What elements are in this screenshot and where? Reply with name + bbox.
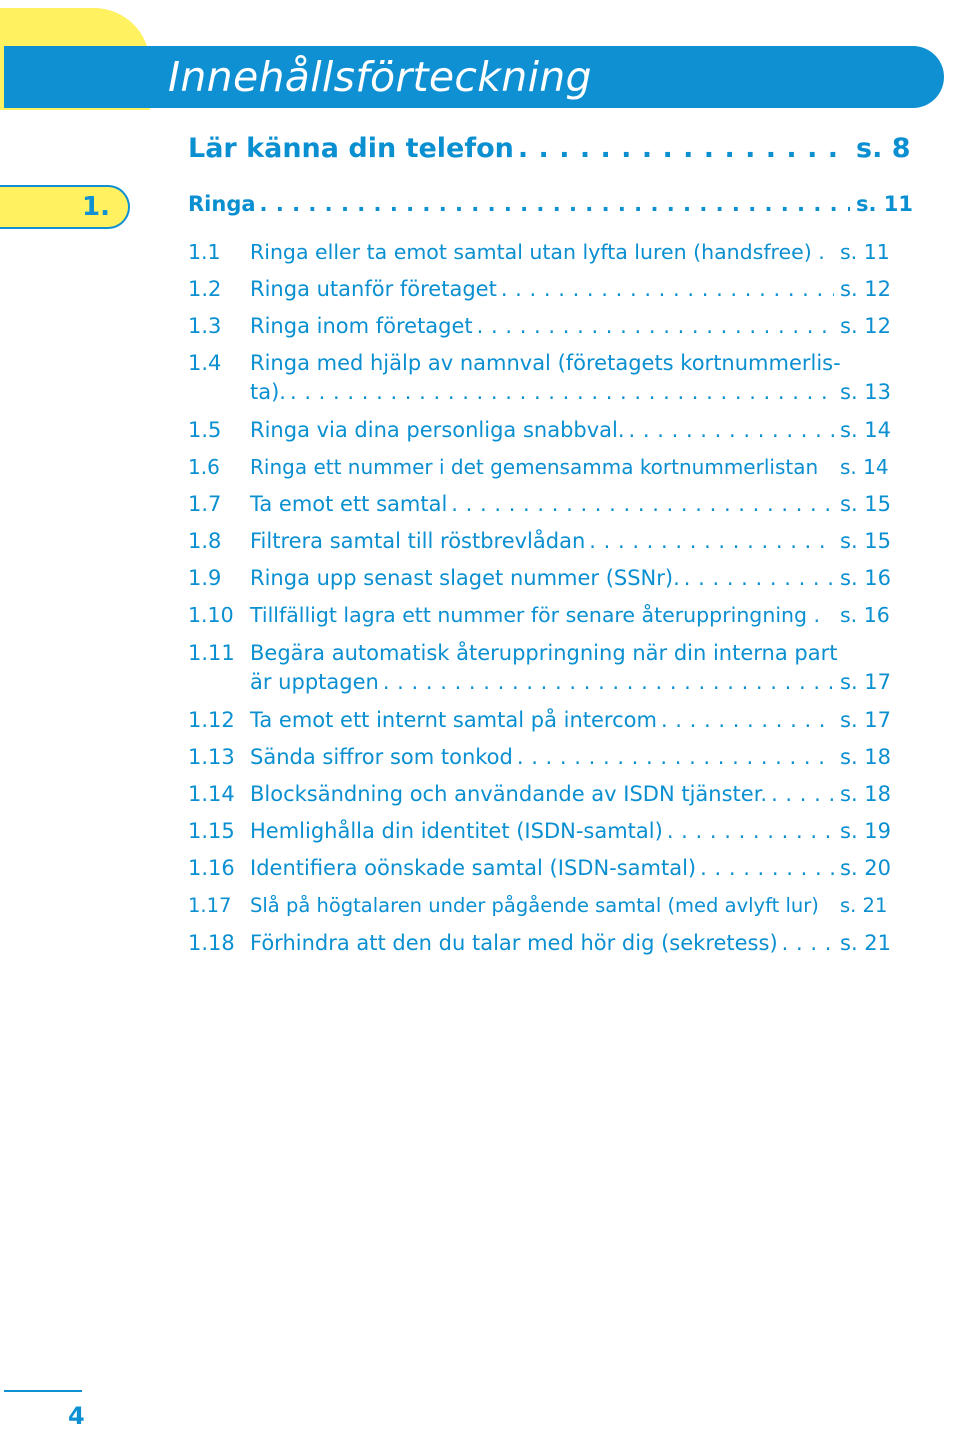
toc-entry-text-continued: ta).	[250, 380, 286, 404]
toc-page-ref: s. 11	[840, 240, 890, 264]
toc-leader	[477, 314, 834, 338]
toc-entry-row[interactable]	[188, 603, 896, 627]
toc-entry-text: Identifiera oönskade samtal (ISDN-samtal)	[250, 856, 697, 880]
toc-page-ref: s. 16	[840, 566, 892, 590]
toc-page-ref: s. 11	[856, 192, 914, 216]
toc-page-ref: s. 21	[840, 931, 892, 955]
toc-leader	[684, 566, 834, 590]
toc-page-ref: s. 15	[840, 492, 892, 516]
toc-leader	[290, 380, 834, 404]
toc-entry-number: 1.1	[188, 240, 221, 264]
toc-entry-text: Slå på högtalaren under pågående samtal (med avlyft lur)	[250, 894, 819, 917]
toc-entry-text-continued: är upptagen	[250, 670, 379, 694]
toc-entry-number: 1.18	[188, 931, 235, 955]
toc-entry-number: 1.4	[188, 351, 222, 375]
toc-entry-number: 1.6	[188, 455, 220, 479]
toc-leader	[451, 492, 834, 516]
toc-entry-number: 1.14	[188, 782, 235, 806]
toc-page-ref: s. 17	[840, 670, 892, 694]
toc-page-ref: s. 18	[840, 782, 892, 806]
toc-entry-number: 1.13	[188, 745, 235, 769]
toc-entry-row[interactable]	[188, 819, 896, 843]
toc-leader	[700, 856, 834, 880]
toc-entry-row[interactable]	[188, 277, 896, 301]
toc-entry-row[interactable]	[188, 351, 896, 375]
toc-entry-text: Ta emot ett samtal	[250, 492, 448, 516]
toc-entry-row[interactable]	[188, 641, 896, 665]
toc-entry-row[interactable]	[188, 708, 896, 732]
toc-page-ref: s. 18	[840, 745, 892, 769]
toc-entry-text: Blocksändning och användande av ISDN tjänster.	[250, 782, 768, 806]
toc-entry-number: 1.7	[188, 492, 222, 516]
toc-leader	[260, 192, 850, 216]
toc-page-ref: s. 15	[840, 529, 892, 553]
toc-entry-text: Ringa via dina personliga snabbval.	[250, 418, 625, 442]
footer-rule	[4, 1390, 82, 1392]
page-number: 4	[68, 1402, 85, 1430]
toc-page-ref: s. 17	[840, 708, 892, 732]
toc-entry-text: Ringa upp senast slaget nummer (SSNr).	[250, 566, 680, 590]
toc-entry-number: 1.16	[188, 856, 235, 880]
toc-section-title: Ringa	[188, 192, 256, 216]
toc-entry-row[interactable]	[188, 745, 896, 769]
toc-leader	[501, 277, 834, 301]
chapter-marker-label: 1.	[82, 192, 110, 222]
toc-entry-number: 1.2	[188, 277, 222, 301]
toc-leader	[589, 529, 834, 553]
toc-entry-text: Ta emot ett internt samtal på intercom	[250, 708, 657, 732]
toc-entry-row[interactable]	[188, 931, 896, 955]
toc-section-row[interactable]	[188, 192, 912, 216]
toc-entry-text: Ringa med hjälp av namnval (företagets kortnummerlis-	[250, 351, 841, 375]
toc-entry-row[interactable]	[188, 314, 896, 338]
toc-entry-number: 1.3	[188, 314, 222, 338]
toc-entry-row[interactable]	[188, 856, 896, 880]
toc-entry-row[interactable]	[188, 566, 896, 590]
toc-page-ref: s. 12	[840, 277, 892, 301]
toc-section-title: Lär känna din telefon	[188, 133, 514, 164]
toc-entry-row[interactable]	[188, 492, 896, 516]
toc-leader	[771, 782, 834, 806]
toc-entry-continuation[interactable]	[250, 670, 896, 694]
toc-page-ref: s. 21	[840, 894, 888, 917]
toc-entry-text: Sända siffror som tonkod	[250, 745, 513, 769]
toc-page-ref: s. 14	[840, 455, 889, 479]
toc-entry-number: 1.15	[188, 819, 235, 843]
toc-entry-text: Ringa eller ta emot samtal utan lyfta luren (handsfree) .	[250, 240, 825, 264]
toc-entry-number: 1.10	[188, 603, 234, 627]
toc-entry-number: 1.9	[188, 566, 222, 590]
toc-entry-row[interactable]	[188, 782, 896, 806]
toc-leader	[661, 708, 834, 732]
toc-page-ref: s. 14	[840, 418, 892, 442]
toc-entry-row[interactable]	[188, 240, 896, 264]
toc-entry-row[interactable]	[188, 894, 896, 917]
toc-entry-text: Ringa ett nummer i det gemensamma kortnummerlistan	[250, 455, 819, 479]
toc-leader	[517, 745, 834, 769]
toc-entry-text: Ringa inom företaget	[250, 314, 473, 338]
toc-leader	[383, 670, 834, 694]
toc-entry-number: 1.17	[188, 894, 232, 917]
toc-leader	[667, 819, 834, 843]
toc-leader	[782, 931, 834, 955]
toc-entry-number: 1.11	[188, 641, 235, 665]
toc-page-ref: s. 13	[840, 380, 892, 404]
toc-entry-row[interactable]	[188, 455, 896, 479]
toc-entry-text: Begära automatisk återuppringning när din interna part	[250, 641, 838, 665]
toc-entry-row[interactable]	[188, 529, 896, 553]
toc-entry-text: Förhindra att den du talar med hör dig (sekretess)	[250, 931, 778, 955]
toc-entry-text: Hemlighålla din identitet (ISDN-samtal)	[250, 819, 663, 843]
toc-leader	[629, 418, 834, 442]
toc-page-ref: s. 12	[840, 314, 892, 338]
toc-entry-text: Tillfälligt lagra ett nummer för senare återuppringning .	[250, 603, 821, 627]
toc-entry-row[interactable]	[188, 418, 896, 442]
toc-entry-number: 1.8	[188, 529, 222, 553]
toc-page-ref: s. 20	[840, 856, 892, 880]
toc-page-ref: s. 8	[856, 133, 911, 164]
chapter-marker-tab	[0, 185, 130, 229]
toc-entry-number: 1.5	[188, 418, 222, 442]
toc-leader	[518, 133, 850, 164]
page-title: Innehållsförteckning	[168, 53, 592, 101]
toc-page-ref: s. 19	[840, 819, 892, 843]
toc-entry-text: Ringa utanför företaget	[250, 277, 497, 301]
toc-page-ref: s. 16	[840, 603, 890, 627]
toc-entry-continuation[interactable]	[250, 380, 896, 404]
toc-section-row[interactable]	[188, 133, 912, 164]
toc-entry-text: Filtrera samtal till röstbrevlådan	[250, 529, 586, 553]
toc-entry-number: 1.12	[188, 708, 235, 732]
